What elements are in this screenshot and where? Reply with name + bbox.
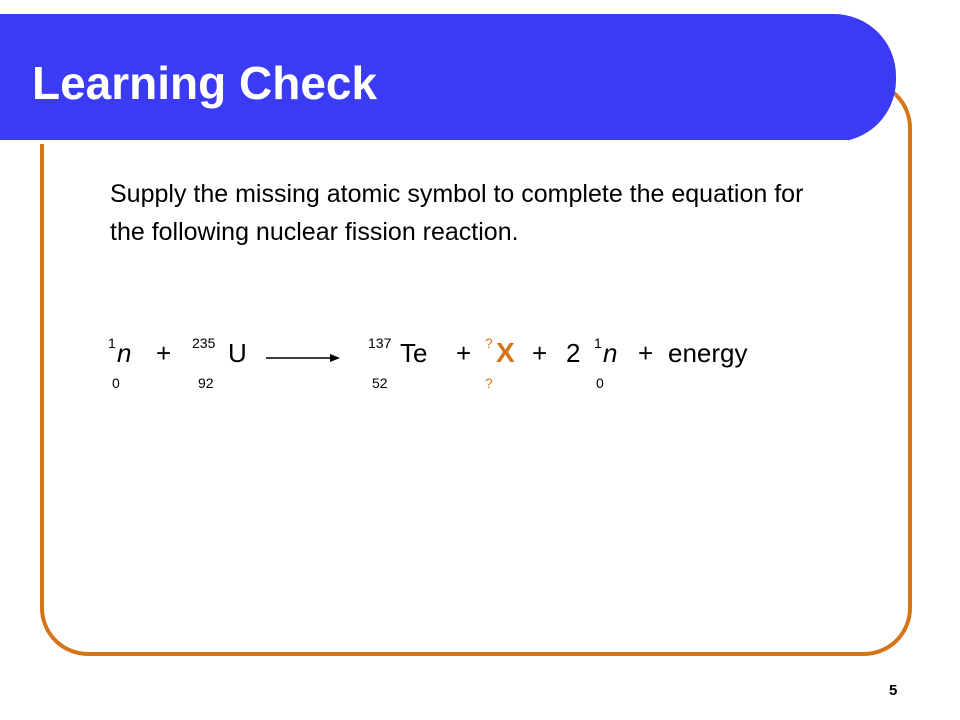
neutron-coefficient: 2 — [566, 338, 581, 368]
slide-title: Learning Check — [32, 57, 378, 109]
reaction-arrow-icon — [266, 353, 340, 363]
slide-frame — [40, 80, 912, 656]
plus-sign: + — [532, 338, 548, 368]
plus-sign: + — [638, 338, 654, 368]
instruction-text: Supply the missing atomic symbol to complete the equation for the following nuclear fission reaction. — [110, 180, 804, 246]
neutron-mass-number: 1 — [108, 335, 116, 351]
uranium-symbol: U — [228, 338, 247, 368]
unknown-symbol: X — [496, 337, 515, 368]
plus-sign: + — [456, 338, 472, 368]
energy-term: energy — [668, 338, 748, 368]
neutron-atomic-number: 0 — [112, 375, 120, 391]
product-neutron-mass-number: 1 — [594, 335, 602, 351]
page-number: 5 — [889, 682, 898, 699]
uranium-atomic-number: 92 — [198, 375, 214, 391]
title-underline — [0, 140, 848, 144]
unknown-atomic-number: ? — [485, 375, 493, 391]
tellurium-mass-number: 137 — [368, 335, 392, 351]
unknown-mass-number: ? — [485, 335, 493, 351]
plus-sign: + — [156, 338, 172, 368]
product-neutron-atomic-number: 0 — [596, 375, 604, 391]
neutron-symbol: n — [117, 338, 132, 368]
tellurium-atomic-number: 52 — [372, 375, 388, 391]
title-banner — [0, 14, 896, 142]
product-neutron-symbol: n — [603, 338, 618, 368]
uranium-mass-number: 235 — [192, 335, 216, 351]
tellurium-symbol: Te — [400, 338, 428, 368]
